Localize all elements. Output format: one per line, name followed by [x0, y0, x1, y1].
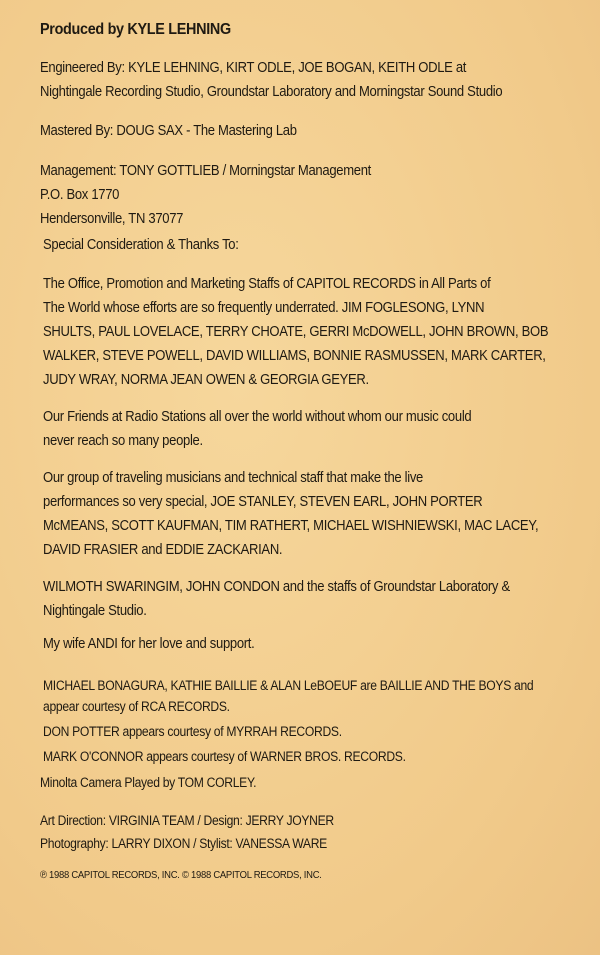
courtesy-credit-line: MARK O'CONNOR appears courtesy of WARNER BROS. RECORDS.	[43, 749, 406, 764]
thanks-paragraph-line: The Office, Promotion and Marketing Staffs of CAPITOL RECORDS in All Parts of	[43, 276, 491, 292]
thanks-paragraph-line: McMEANS, SCOTT KAUFMAN, TIM RATHERT, MICHAEL WISHNIEWSKI, MAC LACEY,	[43, 518, 539, 534]
thanks-paragraph-line: SHULTS, PAUL LOVELACE, TERRY CHOATE, GERRI McDOWELL, JOHN BROWN, BOB	[43, 324, 549, 340]
copyright-notice: ℗ 1988 CAPITOL RECORDS, INC. © 1988 CAPITOL RECORDS, INC.	[40, 869, 322, 881]
engineer-credit-line: Nightingale Recording Studio, Groundstar Laboratory and Morningstar Sound Studio	[40, 84, 503, 100]
mastering-credit: Mastered By: DOUG SAX - The Mastering Lab	[40, 123, 297, 139]
producer-credit: Produced by KYLE LEHNING	[40, 21, 231, 38]
thanks-paragraph-line: Our Friends at Radio Stations all over the world without whom our music could	[43, 409, 472, 425]
courtesy-credit-line: DON POTTER appears courtesy of MYRRAH RECORDS.	[43, 724, 342, 739]
thanks-paragraph-line: WALKER, STEVE POWELL, DAVID WILLIAMS, BONNIE RASMUSSEN, MARK CARTER,	[43, 348, 546, 364]
thanks-paragraph-line: The World whose efforts are so frequently underrated. JIM FOGLESONG, LYNN	[43, 300, 485, 316]
thanks-paragraph-line: Our group of traveling musicians and technical staff that make the live	[43, 470, 423, 486]
courtesy-credit-line: Minolta Camera Played by TOM CORLEY.	[40, 775, 257, 790]
thanks-paragraph-line: My wife ANDI for her love and support.	[43, 636, 255, 652]
thanks-paragraph-line: DAVID FRASIER and EDDIE ZACKARIAN.	[43, 542, 283, 558]
management-line: P.O. Box 1770	[40, 187, 120, 203]
engineer-credit-line: Engineered By: KYLE LEHNING, KIRT ODLE, JOE BOGAN, KEITH ODLE at	[40, 60, 467, 76]
courtesy-credit-line: MICHAEL BONAGURA, KATHIE BAILLIE & ALAN LeBOEUF are BAILLIE AND THE BOYS and	[43, 678, 534, 693]
art-credit-line: Photography: LARRY DIXON / Stylist: VANESSA WARE	[40, 836, 327, 851]
thanks-paragraph-line: performances so very special, JOE STANLEY, STEVEN EARL, JOHN PORTER	[43, 494, 483, 510]
thanks-paragraph-line: JUDY WRAY, NORMA JEAN OWEN & GEORGIA GEYER.	[43, 372, 369, 388]
courtesy-credit-line: appear courtesy of RCA RECORDS.	[43, 699, 230, 714]
thanks-paragraph-line: WILMOTH SWARINGIM, JOHN CONDON and the staffs of Groundstar Laboratory &	[43, 579, 510, 595]
thanks-paragraph-line: Nightingale Studio.	[43, 603, 147, 619]
art-credit-line: Art Direction: VIRGINIA TEAM / Design: JERRY JOYNER	[40, 813, 334, 828]
thanks-paragraph-line: never reach so many people.	[43, 433, 203, 449]
management-line: Hendersonville, TN 37077	[40, 211, 184, 227]
thanks-heading: Special Consideration & Thanks To:	[43, 237, 239, 253]
management-line: Management: TONY GOTTLIEB / Morningstar Management	[40, 163, 371, 179]
